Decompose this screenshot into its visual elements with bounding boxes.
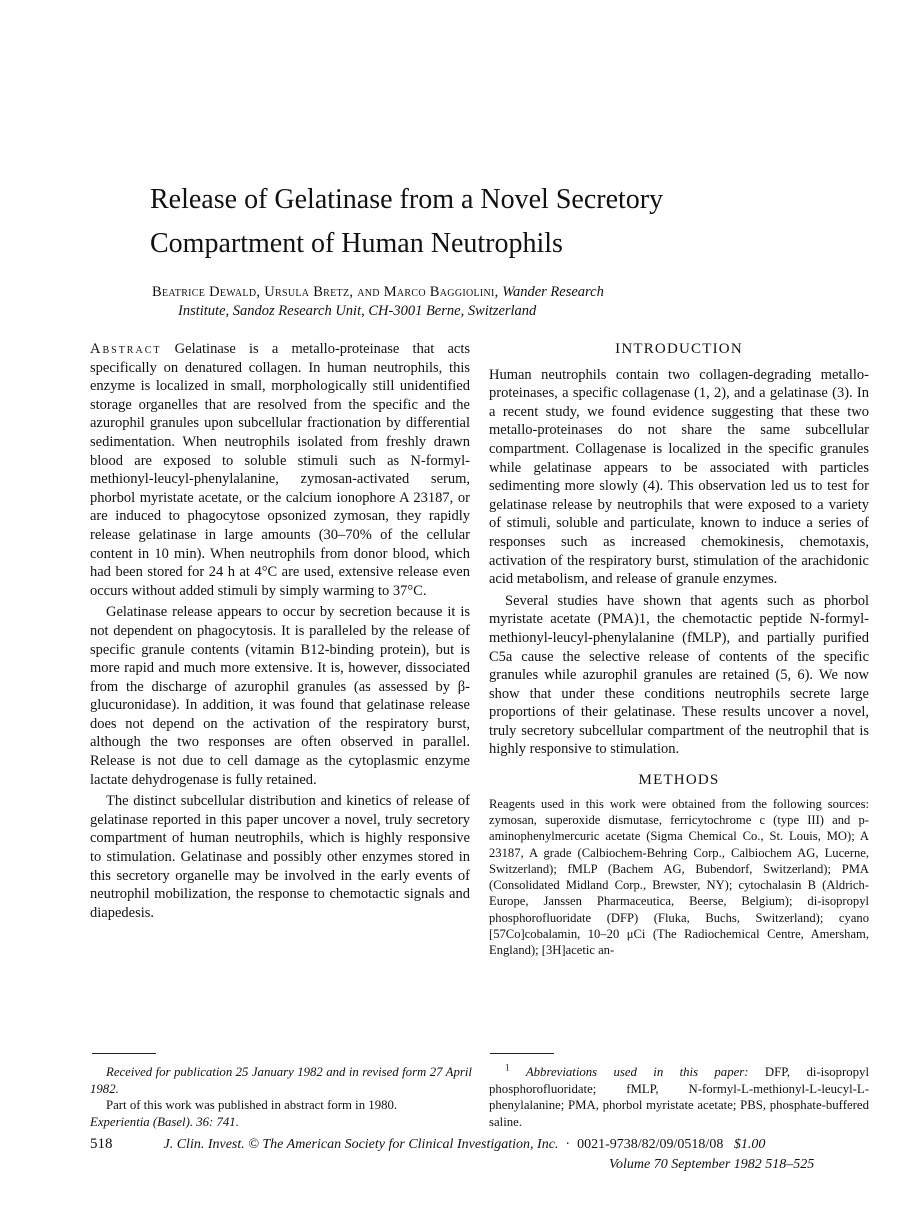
abstract-publication-note: Part of this work was published in abstract form in 1980. (106, 1098, 398, 1113)
received-note: Received for publication 25 January 1982 and in revised form 27 April 1982. (90, 1065, 472, 1096)
article-title (150, 178, 850, 266)
introduction-heading: INTRODUCTION (615, 341, 743, 357)
abstract-paragraph-3: The distinct subcellular distribution and kinetics of release of gelatinase reported in this paper uncover a novel, truly secretory compartment of human neutrophils, which is highly responsive to stimulation. Gelatinase and possibly other enzymes stored in this secretory organelle may be involved in the early events of neutrophil mobilization, the response to chemotactic signals and diapedesis. (90, 793, 470, 921)
author-names: Beatrice Dewald, Ursula Bretz, and Marco Baggiolini, (152, 284, 499, 300)
abstract-paragraph-2: Gelatinase release appears to occur by secretion because it is not dependent on phagocytosis. It is paralleled by the release of specific granule contents (vitamin B12-binding protein), but is more rapid and much more extensive. It is, however, dissociated from the discharge of azurophil granules (as assessed by β-glucuronidase). In addition, it was found that gelatinase release does not depend on the activation of the respiratory burst, although the two responses are often observed in parallel. Release is not due to cell damage as the cytoplasmic enzyme lactate dehydrogenase is fully retained. (90, 604, 470, 788)
abstract-label: Abstract (90, 341, 162, 357)
footer-line (90, 1135, 870, 1154)
volume-line: Volume 70 September 1982 518–525 (609, 1157, 815, 1172)
abbreviations-text: DFP, di-isopropyl phosphorofluoridate; fMLP, N-formyl-L-methionyl-L-leucyl-L-phenylalanine; PMA, phorbol myristate acetate; PBS, phosphate-buffered saline. (489, 1065, 870, 1129)
left-column (90, 340, 470, 922)
affiliation-part-2: Institute, Sandoz Research Unit, CH-3001 Berne, Switzerland (178, 303, 537, 319)
affiliation-part-1: Wander Research (502, 284, 604, 300)
title-line-1: Release of Gelatinase from a Novel Secretory (150, 184, 664, 215)
author-block (152, 283, 812, 321)
footnote-rule-right (490, 1053, 554, 1054)
right-column (489, 340, 869, 959)
introduction-paragraph-2: Several studies have shown that agents such as phorbol myristate acetate (PMA)1, the chemotactic peptide N-formyl-methionyl-leucyl-phenylalanine (fMLP), and partially purified C5a cause the selective release of contents of the specific granules while azurophil granules are retained (5, 6). We now show that under these conditions neutrophils secrete large proportions of their gelatinase. These results uncover a novel, truly secretory subcellular compartment of the neutrophil that is highly responsive to stimulation. (489, 592, 869, 758)
page-number: 518 (90, 1136, 113, 1152)
abstract-text-1: Gelatinase is a metallo-proteinase that acts specifically on denatured collagen. In human neutrophils, this enzyme is localized in small, morphologically still unidentified storage organelles that are resolved from the specific and the azurophil granules upon subcellular fractionation by differential sedimentation. When neutrophils isolated from freshly drawn blood are exposed to soluble stimuli such as N-formyl-methionyl-leucyl-phenylalanine, zymosan-activated serum, phorbol myristate acetate, or the calcium ionophore A 23187, or are induced to phagocytose opsonized zymosan, they rapidly release gelatinase in large amounts (30–70% of the cellular content in 10 min). When neutrophils from donor blood, which had been stored for 24 h at 4°C are used, extensive release even occurs without added stimuli by simply warming to 37°C. (90, 341, 470, 599)
article-price: $1.00 (733, 1137, 766, 1152)
footnote-marker: 1 (505, 1062, 510, 1073)
title-line-2: Compartment of Human Neutrophils (150, 228, 563, 259)
footer-separator: · (565, 1137, 571, 1152)
methods-heading: METHODS (638, 772, 720, 789)
footnote-rule-left (92, 1053, 156, 1054)
received-footnote (90, 1064, 472, 1130)
abbreviations-footnote (489, 1064, 869, 1130)
abbreviations-label: Abbreviations used in this paper: (525, 1065, 749, 1079)
introduction-paragraph-1: Human neutrophils contain two collagen-degrading metallo-proteinases, a specific collagenase (1, 2), and a gelatinase (3). In a recent study, we found evidence suggesting that these two metallo-proteinases do not share the same subcellular compartment. Collagenase is localized in the specific granules while gelatinase appears to be associated with particles sedimenting more slowly (4). This observation led us to test for gelatinase release by neutrophils that were exposed to a variety of stimuli, soluble and particulate, known to induce a series of responses such as increased chemokinesis, chemotaxis, activation of the respiratory burst, stimulation of the arachidonic acid metabolism, and release of granule enzymes. (489, 366, 869, 588)
abbreviations-note (489, 1064, 869, 1130)
journal-citation: J. Clin. Invest. © The American Society for Clinical Investigation, Inc. (163, 1137, 559, 1152)
article-code: 0021-9738/82/09/0518/08 (577, 1137, 724, 1152)
methods-paragraph-1: Reagents used in this work were obtained from the following sources: zymosan, superoxide dismutase, ferricytochrome c (type III) and p-aminophenylmercuric acetate (Sigma Chemical Co., St. Louis, MO); A 23187, A grade (Calbiochem-Behring Corp., Calbiochem AG, Lucerne, Switzerland); fMLP (Bachem AG, Bubendorf, Switzerland); PMA (Consolidated Midland Corp., Brewster, NY); cytochalasin B (Aldrich-Europe, Janssen Pharmaceutica, Beerse, Belgium); di-isopropyl phosphorofluoridate (DFP) (Fluka, Buchs, Switzerland); cyano [57Co]cobalamin, 10–20 μCi (The Radiochemical Centre, Amersham, England); [3H]acetic an- (489, 796, 869, 958)
abstract-paragraph-1 (90, 340, 470, 600)
experientia-citation: Experientia (Basel). 36: 741. (90, 1114, 239, 1129)
